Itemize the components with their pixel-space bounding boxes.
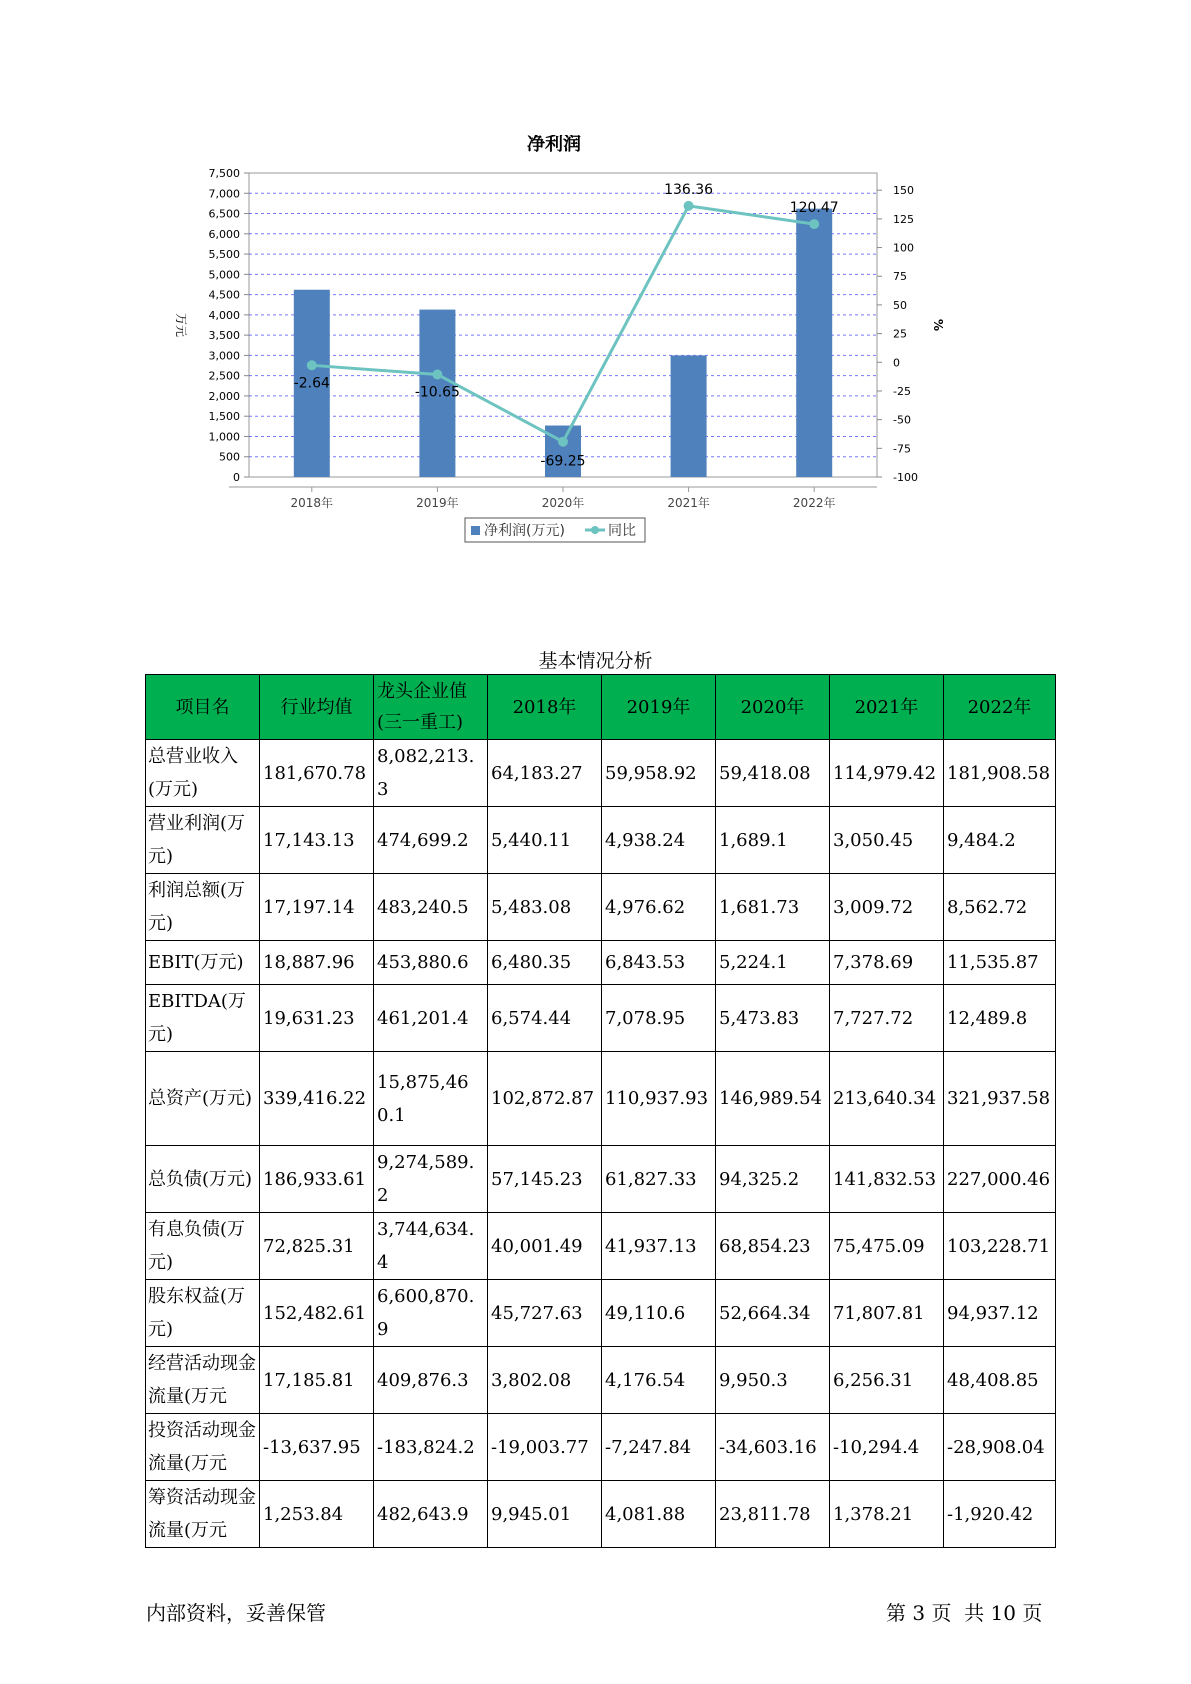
table-cell: 11,535.87	[944, 941, 1056, 985]
table-title: 基本情况分析	[538, 650, 653, 672]
row-label-cell: 总营业收入(万元)	[146, 740, 260, 807]
table-cell: 103,228.71	[944, 1213, 1056, 1280]
left-tick-label: 7,500	[208, 167, 240, 180]
table-cell: 68,854.23	[716, 1213, 830, 1280]
left-tick-label: 2,000	[208, 389, 240, 403]
table-cell: 72,825.31	[260, 1213, 374, 1280]
left-tick-label: 5,000	[208, 268, 240, 282]
table-cell: 227,000.46	[944, 1146, 1056, 1213]
table-cell: -13,637.95	[260, 1414, 374, 1481]
table-cell: 461,201.4	[374, 985, 488, 1052]
net-profit-bar	[796, 209, 832, 477]
table-cell: -10,294.4	[830, 1414, 944, 1481]
right-tick-label: 150	[893, 184, 914, 198]
x-tick-label: 2020年	[541, 496, 585, 510]
row-label-cell: 经营活动现金流量(万元	[146, 1347, 260, 1414]
table-cell: 4,176.54	[602, 1347, 716, 1414]
right-axis-title: %	[931, 318, 945, 332]
table-header-cell: 龙头企业值(三一重工)	[374, 675, 488, 740]
table-cell: 5,224.1	[716, 941, 830, 985]
right-tick-label: 100	[893, 241, 914, 255]
table-row	[146, 941, 1056, 985]
table-cell: 61,827.33	[602, 1146, 716, 1213]
table-cell: 71,807.81	[830, 1280, 944, 1347]
table-cell: 57,145.23	[488, 1146, 602, 1213]
left-tick-label: 500	[219, 450, 240, 464]
left-tick-label: 6,500	[208, 207, 240, 221]
table-cell: 102,872.87	[488, 1052, 602, 1146]
table-cell: 59,958.92	[602, 740, 716, 807]
table-cell: 59,418.08	[716, 740, 830, 807]
table-cell: 6,600,870.9	[374, 1280, 488, 1347]
table-cell: 9,484.2	[944, 807, 1056, 874]
table-cell: 3,802.08	[488, 1347, 602, 1414]
table-header-cell: 2021年	[830, 675, 944, 740]
table-row	[146, 1414, 1056, 1481]
table-cell: 114,979.42	[830, 740, 944, 807]
table-cell: 3,050.45	[830, 807, 944, 874]
net-profit-bar	[671, 355, 707, 477]
left-tick-label: 3,000	[208, 349, 240, 363]
table-cell: 1,681.73	[716, 874, 830, 941]
table-cell: 213,640.34	[830, 1052, 944, 1146]
table-cell: 6,480.35	[488, 941, 602, 985]
left-tick-label: 6,000	[208, 227, 240, 241]
right-tick-label: 125	[893, 212, 914, 226]
right-tick-label: 0	[893, 356, 900, 370]
yoy-point	[307, 360, 317, 370]
table-cell: 49,110.6	[602, 1280, 716, 1347]
table-cell: 19,631.23	[260, 985, 374, 1052]
table-cell: -28,908.04	[944, 1414, 1056, 1481]
left-tick-label: 5,500	[208, 248, 240, 262]
table-row	[146, 1213, 1056, 1280]
legend-line-marker	[591, 526, 599, 534]
table-cell: 474,699.2	[374, 807, 488, 874]
table-cell: 41,937.13	[602, 1213, 716, 1280]
table-row	[146, 1347, 1056, 1414]
table-cell: 339,416.22	[260, 1052, 374, 1146]
table-cell: 17,185.81	[260, 1347, 374, 1414]
row-label-cell: 有息负债(万元)	[146, 1213, 260, 1280]
right-tick-label: -100	[893, 471, 918, 484]
left-tick-label: 1,500	[208, 410, 240, 424]
table-cell: 94,937.12	[944, 1280, 1056, 1347]
table-cell: 1,378.21	[830, 1481, 944, 1548]
table-cell: 15,875,460.1	[374, 1052, 488, 1146]
table-cell: 5,483.08	[488, 874, 602, 941]
left-tick-label: 3,500	[208, 329, 240, 343]
legend-bar-label: 净利润(万元)	[484, 523, 565, 539]
table-cell: 4,081.88	[602, 1481, 716, 1548]
table-cell: 482,643.9	[374, 1481, 488, 1548]
yoy-point	[809, 219, 819, 229]
table-cell: 3,744,634.4	[374, 1213, 488, 1280]
yoy-data-label: 120.47	[789, 200, 839, 217]
table-cell: 152,482.61	[260, 1280, 374, 1347]
table-cell: 94,325.2	[716, 1146, 830, 1213]
table-cell: 17,143.13	[260, 807, 374, 874]
left-tick-label: 4,000	[208, 308, 240, 322]
table-header-cell: 行业均值	[260, 675, 374, 740]
table-cell: 12,489.8	[944, 985, 1056, 1052]
table-cell: 4,938.24	[602, 807, 716, 874]
table-cell: 7,078.95	[602, 985, 716, 1052]
footer-page-number: 第 3 页 共 10 页	[886, 1601, 1043, 1625]
left-tick-label: 1,000	[208, 430, 240, 444]
table-cell: 1,689.1	[716, 807, 830, 874]
table-cell: 483,240.5	[374, 874, 488, 941]
table-row	[146, 1481, 1056, 1548]
table-cell: 1,253.84	[260, 1481, 374, 1548]
left-tick-label: 4,500	[208, 288, 240, 302]
table-row	[146, 1280, 1056, 1347]
left-tick-label: 2,500	[208, 369, 240, 383]
right-tick-label: -75	[893, 442, 911, 456]
table-cell: 75,475.09	[830, 1213, 944, 1280]
table-header-cell: 2022年	[944, 675, 1056, 740]
table-cell: 3,009.72	[830, 874, 944, 941]
table-cell: 18,887.96	[260, 941, 374, 985]
table-cell: 45,727.63	[488, 1280, 602, 1347]
row-label-cell: 总负债(万元)	[146, 1146, 260, 1213]
table-cell: 40,001.49	[488, 1213, 602, 1280]
table-cell: -19,003.77	[488, 1414, 602, 1481]
table-cell: 6,574.44	[488, 985, 602, 1052]
row-label-cell: 筹资活动现金流量(万元	[146, 1481, 260, 1548]
net-profit-chart	[150, 135, 1040, 605]
table-cell: 6,256.31	[830, 1347, 944, 1414]
row-label-cell: 利润总额(万元)	[146, 874, 260, 941]
footer-confidential: 内部资料，妥善保管	[146, 1601, 326, 1625]
table-cell: 321,937.58	[944, 1052, 1056, 1146]
table-row	[146, 807, 1056, 874]
table-cell: 8,082,213.3	[374, 740, 488, 807]
row-label-cell: 股东权益(万元)	[146, 1280, 260, 1347]
legend-bar-swatch	[471, 526, 480, 535]
table-cell: 8,562.72	[944, 874, 1056, 941]
table-cell: 181,908.58	[944, 740, 1056, 807]
table-row	[146, 874, 1056, 941]
x-tick-label: 2019年	[416, 496, 459, 510]
table-cell: 17,197.14	[260, 874, 374, 941]
right-tick-label: 50	[893, 298, 907, 312]
yoy-data-label: -2.64	[293, 375, 330, 392]
table-header-cell: 2019年	[602, 675, 716, 740]
table-header-cell: 项目名	[146, 675, 260, 740]
row-label-cell: 总资产(万元)	[146, 1052, 260, 1146]
table-cell: 9,945.01	[488, 1481, 602, 1548]
table-cell: 181,670.78	[260, 740, 374, 807]
table-cell: -183,824.2	[374, 1414, 488, 1481]
right-tick-label: 25	[893, 327, 907, 341]
right-tick-label: -50	[893, 413, 911, 427]
table-cell: 48,408.85	[944, 1347, 1056, 1414]
table-cell: 4,976.62	[602, 874, 716, 941]
left-tick-label: 7,000	[208, 187, 240, 201]
x-tick-label: 2018年	[290, 496, 334, 510]
table-cell: 6,843.53	[602, 941, 716, 985]
table-header-cell: 2020年	[716, 675, 830, 740]
x-tick-label: 2022年	[792, 496, 836, 510]
yoy-data-label: -10.65	[414, 384, 460, 401]
table-cell: 409,876.3	[374, 1347, 488, 1414]
yoy-data-label: 136.36	[664, 181, 714, 198]
right-tick-label: -25	[893, 384, 911, 398]
table-cell: 141,832.53	[830, 1146, 944, 1213]
row-label-cell: 营业利润(万元)	[146, 807, 260, 874]
yoy-point	[684, 201, 694, 211]
table-cell: 52,664.34	[716, 1280, 830, 1347]
table-cell: -7,247.84	[602, 1414, 716, 1481]
table-cell: 9,274,589.2	[374, 1146, 488, 1213]
yoy-point	[432, 370, 442, 380]
table-cell: 7,378.69	[830, 941, 944, 985]
table-cell: 5,440.11	[488, 807, 602, 874]
table-cell: 146,989.54	[716, 1052, 830, 1146]
table-row	[146, 1052, 1056, 1146]
table-cell: -1,920.42	[944, 1481, 1056, 1548]
table-cell: 9,950.3	[716, 1347, 830, 1414]
table-cell: 7,727.72	[830, 985, 944, 1052]
row-label-cell: EBIT(万元)	[146, 941, 260, 985]
left-axis-title: 万元	[174, 312, 188, 338]
table-cell: 186,933.61	[260, 1146, 374, 1213]
table-header-cell: 2018年	[488, 675, 602, 740]
right-tick-label: 75	[893, 270, 907, 284]
row-label-cell: 投资活动现金流量(万元	[146, 1414, 260, 1481]
yoy-point	[558, 437, 568, 447]
table-cell: 64,183.27	[488, 740, 602, 807]
chart-title: 净利润	[527, 135, 581, 155]
table-row	[146, 740, 1056, 807]
legend-line-label: 同比	[608, 523, 636, 539]
table-header-row	[146, 675, 1056, 740]
table-cell: 23,811.78	[716, 1481, 830, 1548]
yoy-data-label: -69.25	[540, 453, 586, 470]
row-label-cell: EBITDA(万元)	[146, 985, 260, 1052]
table-cell: 5,473.83	[716, 985, 830, 1052]
table-cell: 453,880.6	[374, 941, 488, 985]
left-tick-label: 0	[233, 471, 240, 484]
table-row	[146, 1146, 1056, 1213]
table-cell: -34,603.16	[716, 1414, 830, 1481]
x-tick-label: 2021年	[667, 496, 710, 510]
basic-analysis-table	[145, 674, 1056, 1548]
table-cell: 110,937.93	[602, 1052, 716, 1146]
table-row	[146, 985, 1056, 1052]
